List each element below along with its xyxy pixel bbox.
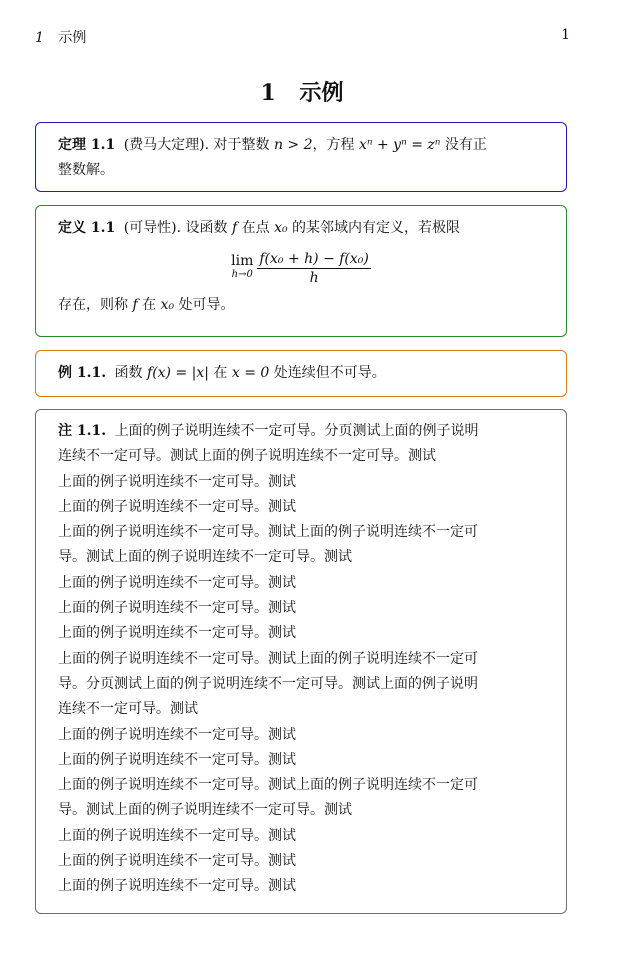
difference-quotient xyxy=(257,250,371,287)
fraction-denominator: h xyxy=(309,269,319,286)
note-line: 上面的例子说明连续不一定可导。测试 xyxy=(58,625,296,642)
fraction-numerator: f(x₀ + h) − f(x₀) xyxy=(259,250,369,267)
theorem-text: 对于整数 xyxy=(213,137,270,153)
definition-box xyxy=(35,205,567,337)
definition-text: 设函数 xyxy=(185,220,228,236)
note-line: 导。测试上面的例子说明连续不一定可导。测试 xyxy=(58,802,352,819)
theorem-name: (费马大定理). xyxy=(123,137,210,153)
note-box xyxy=(35,409,567,914)
note-line: 上面的例子说明连续不一定可导。测试 xyxy=(58,827,296,844)
limit-text: lim xyxy=(231,253,254,269)
theorem-equation: xⁿ + yⁿ = zⁿ xyxy=(358,137,441,153)
note-line: 上面的例子说明连续不一定可导。测试 xyxy=(58,473,296,490)
section-title xyxy=(0,76,604,107)
definition-label: 定义 1.1 xyxy=(58,220,116,236)
section-title-text: 示例 xyxy=(299,80,344,106)
note-line: 连续不一定可导。测试上面的例子说明连续不一定可导。测试 xyxy=(58,448,436,465)
theorem-text: 没有正 xyxy=(444,137,487,153)
page-number: 1 xyxy=(561,27,570,43)
running-header xyxy=(35,27,86,47)
limit-formula xyxy=(58,247,544,289)
note-line: 上面的例子说明连续不一定可导。测试 xyxy=(58,574,296,591)
theorem-box xyxy=(35,122,567,192)
header-section-number: 1 xyxy=(35,30,44,46)
note-line: 上面的例子说明连续不一定可导。测试 xyxy=(58,853,296,870)
note-line: 上面的例子说明连续不一定可导。测试 xyxy=(58,600,296,617)
example-text: 函数 xyxy=(114,365,143,381)
note-line: 上面的例子说明连续不一定可导。测试上面的例子说明连续不一定可 xyxy=(58,650,478,667)
definition-text: 在点 xyxy=(241,220,270,236)
example-box xyxy=(35,350,567,397)
note-line: 导。分页测试上面的例子说明连续不一定可导。测试上面的例子说明 xyxy=(58,675,478,692)
definition-function: f xyxy=(231,220,238,236)
definition-text: 处可导。 xyxy=(178,297,235,313)
definition-point: x₀ xyxy=(160,297,175,313)
theorem-text: ，方程 xyxy=(312,137,355,153)
note-line: 上面的例子说明连续不一定可导。测试 xyxy=(58,878,296,895)
note-line: 上面的例子说明连续不一定可导。测试 xyxy=(58,726,296,743)
header-section-title: 示例 xyxy=(58,30,87,46)
theorem-condition: n > 2 xyxy=(273,137,313,153)
theorem-text: 整数解。 xyxy=(58,162,114,178)
note-line: 注 1.1. 上面的例子说明连续不一定可导。分页测试上面的例子说明 xyxy=(58,423,479,439)
section-number: 1 xyxy=(260,80,276,106)
definition-text: 存在，则称 xyxy=(58,297,128,313)
note-line: 上面的例子说明连续不一定可导。测试上面的例子说明连续不一定可 xyxy=(58,777,478,794)
example-text: 在 xyxy=(213,365,228,381)
definition-point: x₀ xyxy=(274,220,288,236)
definition-name: (可导性). xyxy=(123,220,182,236)
theorem-label: 定理 1.1 xyxy=(58,137,116,153)
note-line: 上面的例子说明连续不一定可导。测试 xyxy=(58,751,296,768)
example-point: x = 0 xyxy=(231,365,270,381)
note-line: 导。测试上面的例子说明连续不一定可导。测试 xyxy=(58,549,352,566)
definition-text: 在 xyxy=(142,297,157,313)
example-text: 处连续但不可导。 xyxy=(273,365,386,381)
definition-function: f xyxy=(132,297,138,313)
definition-text: 的某邻域内有定义，若极限 xyxy=(292,220,461,236)
limit-subscript: h→0 xyxy=(231,269,253,280)
limit-operator xyxy=(231,254,253,282)
example-function: f(x) = |x| xyxy=(147,365,209,381)
note-line: 上面的例子说明连续不一定可导。测试上面的例子说明连续不一定可 xyxy=(58,524,478,541)
example-label: 例 1.1. xyxy=(58,365,107,381)
note-line: 连续不一定可导。测试 xyxy=(58,701,198,718)
note-line: 上面的例子说明连续不一定可导。测试 xyxy=(58,498,296,515)
note-label: 注 1.1. xyxy=(58,423,107,439)
